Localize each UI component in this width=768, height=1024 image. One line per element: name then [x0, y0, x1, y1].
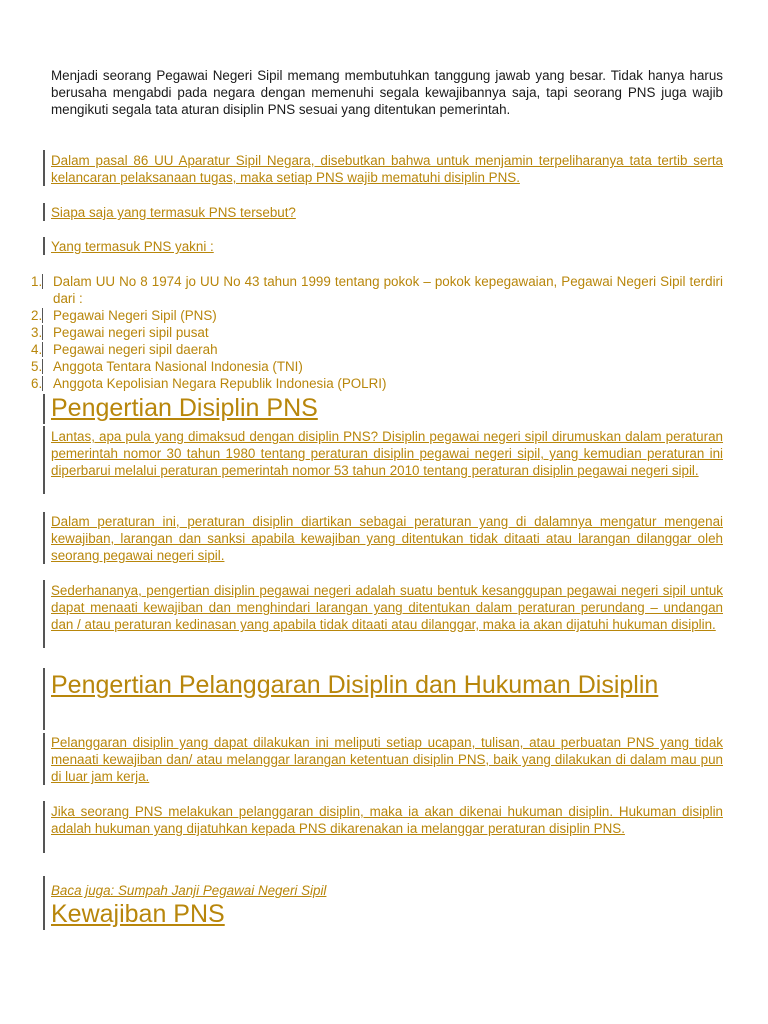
list-number: 5. [31, 359, 43, 374]
quote-bar [43, 876, 45, 930]
pelanggaran-paragraph[interactable]: Pelanggaran disiplin yang dapat dilakukan ini meliputi setiap ucapan, tulisan, atau perbuatan PNS yang tidak menaati kewajiban dan/ atau melanggar larangan ketentuan disiplin PNS, baik yang dilakukan di dalam mau pun di luar jam kerja. [51, 735, 723, 784]
quote-bar [43, 801, 45, 853]
quote-bar [43, 426, 45, 494]
list-divider [42, 274, 43, 289]
list-text: Pegawai Negeri Sipil (PNS) [53, 308, 217, 323]
list-item[interactable] [31, 358, 723, 375]
yang-termasuk-paragraph[interactable]: Yang termasuk PNS yakni : [51, 239, 214, 254]
quote-bar [43, 668, 45, 730]
list-text: Anggota Kepolisian Negara Republik Indonesia (POLRI) [53, 376, 387, 391]
list-text: Pegawai negeri sipil pusat [53, 325, 209, 340]
quote-bar [43, 150, 45, 186]
quote-bar [43, 512, 45, 564]
pasal-paragraph[interactable]: Dalam pasal 86 UU Aparatur Sipil Negara, disebutkan bahwa untuk menjamin terpeliharanya tata tertib serta kelancaran pelaksanaan tugas, maka setiap PNS wajib mematuhi disiplin PNS. [51, 153, 723, 185]
list-item[interactable] [31, 324, 723, 341]
quote-bar [43, 203, 45, 221]
list-number: 3. [31, 325, 43, 340]
quote-bar [43, 394, 45, 424]
siapa-paragraph[interactable]: Siapa saja yang termasuk PNS tersebut? [51, 205, 296, 220]
list-text: Dalam UU No 8 1974 jo UU No 43 tahun 1999 tentang pokok – pokok kepegawaian, Pegawai Negeri Sipil terdiri dari : [53, 274, 723, 306]
list-number: 4. [31, 342, 43, 357]
quote-bar [43, 237, 45, 255]
quote-bar [43, 733, 45, 785]
list-item[interactable] [31, 375, 723, 392]
list-divider [42, 342, 43, 357]
heading-kewajiban-pns[interactable]: Kewajiban PNS [51, 900, 225, 928]
dalam-peraturan-paragraph[interactable]: Dalam peraturan ini, peraturan disiplin diartikan sebagai peraturan yang di dalamnya mengatur mengenai kewajiban, larangan dan sanksi apabila kewajiban yang ditentukan tidak ditaati atau larangan dilanggar oleh seorang pegawai negeri sipil. [51, 514, 723, 563]
list-text: Anggota Tentara Nasional Indonesia (TNI) [53, 359, 303, 374]
list-item[interactable] [31, 307, 723, 324]
list-number: 6. [31, 376, 43, 391]
list-item[interactable] [31, 273, 723, 307]
list-divider [42, 325, 43, 340]
list-divider [42, 308, 43, 323]
jika-paragraph[interactable]: Jika seorang PNS melakukan pelanggaran disiplin, maka ia akan dikenai hukuman disiplin. Hukuman disiplin adalah hukuman yang dijatuhkan kepada PNS dikarenakan ia melanggar peraturan disiplin PNS. [51, 804, 723, 836]
list-number: 2. [31, 308, 43, 323]
quote-bar [43, 580, 45, 648]
list-item[interactable] [31, 341, 723, 358]
list-number: 1. [31, 274, 43, 289]
list-divider [42, 359, 43, 374]
list-text: Pegawai negeri sipil daerah [53, 342, 218, 357]
heading-pelanggaran-disiplin[interactable]: Pengertian Pelanggaran Disiplin dan Hukuman Disiplin [51, 671, 659, 699]
intro-paragraph: Menjadi seorang Pegawai Negeri Sipil memang membutuhkan tanggung jawab yang besar. Tidak hanya harus berusaha mengabdi pada negara dengan memenuhi segala kewajibannya saja, tapi seorang PNS juga wajib mengikuti segala tata aturan disiplin PNS sesuai yang ditentukan pemerintah. [51, 68, 723, 117]
sederhananya-paragraph[interactable]: Sederhananya, pengertian disiplin pegawai negeri adalah suatu bentuk kesanggupan pegawai negeri sipil untuk dapat menaati kewajiban dan menghindari larangan yang ditentukan dalam peraturan perundang – undangan dan / atau peraturan kedinasan yang apabila tidak ditaati atau dilanggar, maka ia akan dijatuhi hukuman disiplin. [51, 583, 723, 632]
baca-juga-link[interactable]: Baca juga: Sumpah Janji Pegawai Negeri Sipil [51, 883, 327, 898]
heading-pengertian-disiplin[interactable]: Pengertian Disiplin PNS [51, 394, 318, 422]
lantas-paragraph[interactable]: Lantas, apa pula yang dimaksud dengan disiplin PNS? Disiplin pegawai negeri sipil dirumuskan dalam peraturan pemerintah nomor 30 tahun 1980 tentang peraturan disiplin pegawai negeri sipil, yang kemudian peraturan ini diperbarui melalui peraturan pemerintah nomor 53 tahun 2010 tentang peraturan disiplin pegawai negeri sipil. [51, 429, 723, 478]
list-divider [42, 376, 43, 391]
